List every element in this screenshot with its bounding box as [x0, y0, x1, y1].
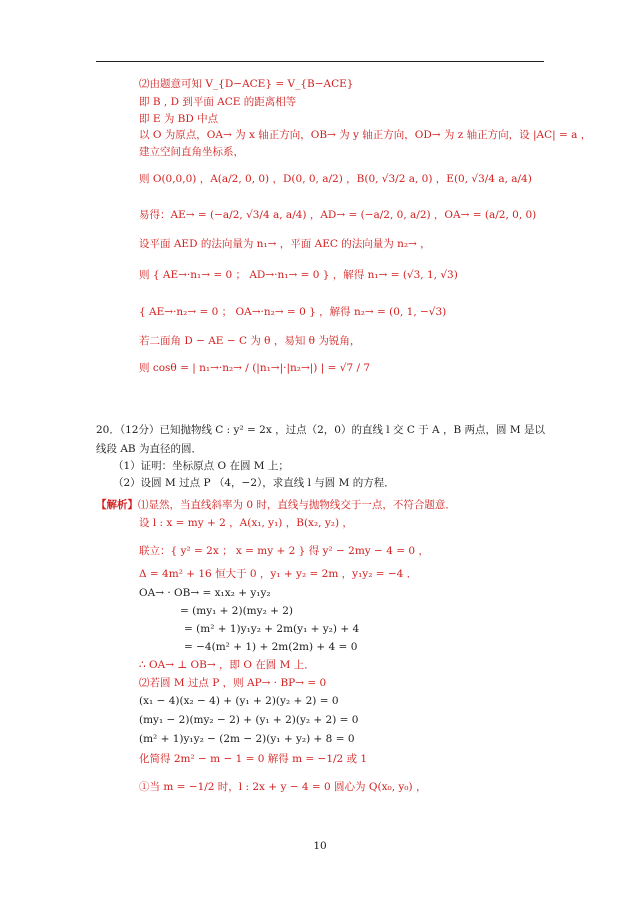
equation-line: (x₁ − 4)(x₂ − 4) + (y₁ + 2)(y₂ + 2) = 0	[139, 695, 339, 707]
dot-product-step: = (my₁ + 2)(my₂ + 2)	[180, 605, 294, 617]
coordinates-line: 则 O(0,0,0) ，A(a/2, 0, 0) ，D(0, 0, a/2) ，B(0, √3/2 a, 0) ，E(0, √3/4 a, a/4)	[139, 173, 532, 185]
vectors-line: 易得：AE→ = (−a/2, √3/4 a, a/4) ，AD→ = (−a/2, 0, a/2) ，OA→ = (a/2, 0, 0)	[139, 209, 537, 221]
solution-line: ⑵若圆 M 过点 P ，则 AP→ · BP→ = 0	[139, 677, 327, 689]
solution-line: ⑵由题意可知 V_{D−ACE} = V_{B−ACE}	[139, 78, 354, 90]
quadratic-line: 化简得 2m² − m − 1 = 0 解得 m = −1/2 或 1	[139, 753, 368, 765]
question-20-part2: （2）设圆 M 过点 P （4，−2），求直线 l 与圆 M 的方程．	[113, 477, 395, 489]
conclusion-line: ∴ OA→ ⊥ OB→ ，即 O 在圆 M 上．	[139, 659, 315, 671]
solution-line: 即 E 为 BD 中点	[139, 113, 219, 125]
question-20-stem-cont: 线段 AB 为直径的圆．	[96, 443, 202, 455]
normal-vector-n1: 则 { AE→·n₁→ = 0 ； AD→·n₁→ = 0 } ，解得 n₁→ = (√3, 1, √3)	[139, 269, 458, 281]
solution-line: 设 l : x = my + 2 ，A(x₁, y₁) ，B(x₂, y₂) ，	[139, 517, 353, 529]
discriminant-line: Δ = 4m² + 16 恒大于 0 ，y₁ + y₂ = 2m ，y₁y₂ = −4 ．	[139, 568, 418, 580]
normal-vector-n2: { AE→·n₂→ = 0 ； OA→·n₂→ = 0 } ，解得 n₂→ = (0, 1, −√3)	[139, 306, 447, 318]
case-line: ①当 m = −1/2 时，l : 2x + y − 4 = 0 圆心为 Q(x₀, y₀) ，	[139, 781, 427, 793]
equation-line: (my₁ − 2)(my₂ − 2) + (y₁ + 2)(y₂ + 2) = 0	[139, 714, 359, 726]
solution-line: 若二面角 D − AE − C 为 θ ，易知 θ 为锐角，	[139, 335, 361, 347]
dot-product-step: = −4(m² + 1) + 2m(2m) + 4 = 0	[184, 641, 358, 653]
dot-product-line: OA→ · OB→ = x₁x₂ + y₁y₂	[139, 587, 271, 599]
equation-line: (m² + 1)y₁y₂ − (2m − 2)(y₁ + y₂) + 8 = 0	[139, 733, 355, 745]
solution-header	[96, 498, 456, 512]
page-number: 10	[313, 840, 327, 852]
solution-line: 以 O 为原点，OA→ 为 x 轴正方向，OB→ 为 y 轴正方向，OD→ 为 z 轴正方向，设 |AC| = a ，	[139, 129, 592, 141]
question-20-part1: （1）证明：坐标原点 O 在圆 M 上；	[113, 460, 289, 472]
dot-product-step: = (m² + 1)y₁y₂ + 2m(y₁ + y₂) + 4	[184, 623, 360, 635]
solution-tag: 【解析】	[96, 499, 138, 511]
header-rule	[96, 61, 544, 62]
solution-line: 即 B , D 到平面 ACE 的距离相等	[139, 96, 297, 108]
question-20-stem: 20．（12分）已知抛物线 C : y² = 2x ，过点（2，0）的直线 l 交 C 于 A ，B 两点，圆 M 是以	[96, 424, 545, 436]
solution-first-line: ⑴显然，当直线斜率为 0 时，直线与抛物线交于一点，不符合题意．	[138, 499, 456, 511]
cos-theta-line: 则 cosθ = | n₁→·n₂→ / (|n₁→|·|n₂→|) | = √7 / 7	[139, 362, 371, 374]
solution-line: 设平面 AED 的法向量为 n₁→ ，平面 AEC 的法向量为 n₂→ ，	[139, 238, 431, 250]
system-line: 联立：{ y² = 2x ； x = my + 2 } 得 y² − 2my − 4 = 0 ，	[139, 545, 429, 557]
solution-line: 建立空间直角坐标系，	[139, 146, 244, 158]
